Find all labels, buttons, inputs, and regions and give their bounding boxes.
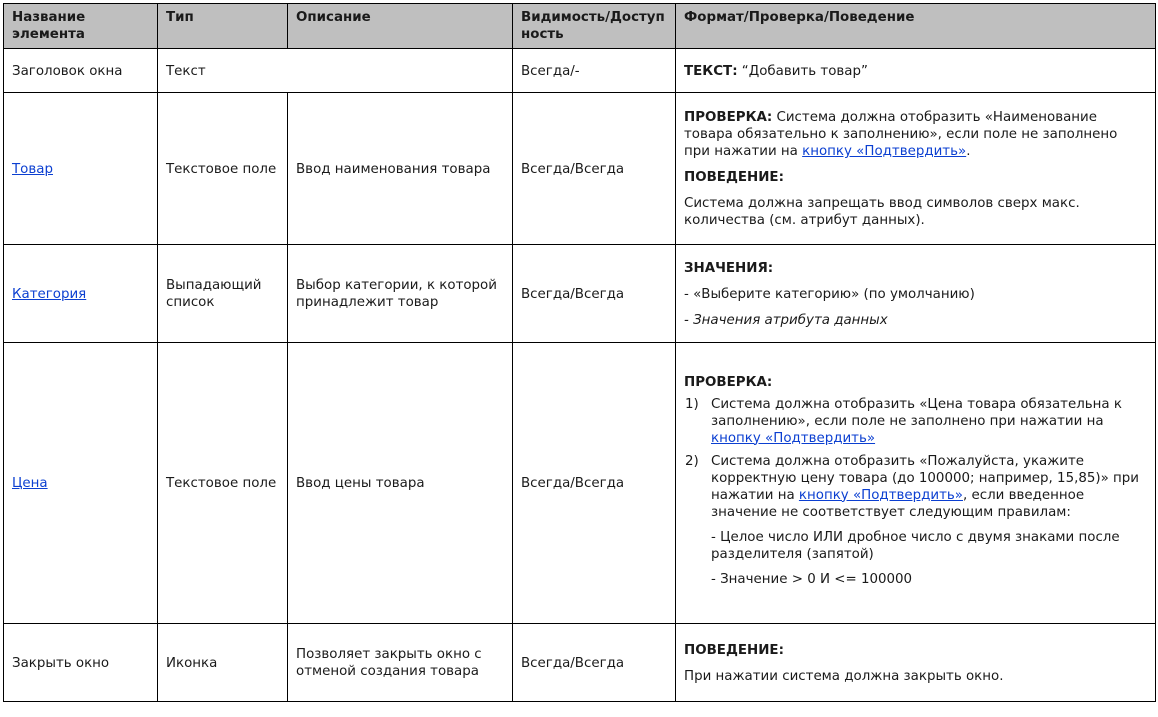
item-text-end: , если введенное значение не соответствует следующим правилам: [711, 487, 1085, 520]
cell-visibility: Всегда/Всегда [513, 93, 676, 245]
price-link[interactable]: Цена [12, 476, 48, 491]
header-visibility: Видимость/Доступность [513, 4, 676, 49]
cell-format [676, 624, 1156, 702]
cell-name [4, 343, 158, 624]
cell-description: Выбор категории, к которой принадлежит товар [288, 245, 513, 343]
category-link[interactable]: Категория [12, 286, 87, 302]
value-attribute: - Значения атрибута данных [684, 312, 888, 328]
cell-type: Выпадающий список [158, 245, 288, 343]
item-number: 2) [685, 453, 699, 469]
confirm-button-link[interactable]: кнопку «Подтвердить» [802, 144, 967, 159]
behavior-label: ПОВЕДЕНИЕ: [684, 170, 784, 185]
confirm-button-link[interactable]: кнопку «Подтвердить» [798, 487, 963, 503]
cell-format [676, 245, 1156, 343]
cell-description: Позволяет закрыть окно с отменой создания товара [288, 624, 513, 702]
cell-type: Текст [158, 49, 513, 93]
confirm-button-link[interactable]: кнопку «Подтвердить» [711, 430, 876, 446]
cell-format [676, 49, 1156, 93]
table-row [4, 343, 1156, 624]
check-label: ПРОВЕРКА: [684, 374, 773, 390]
value-default: - «Выберите категорию» (по умолчанию) [684, 286, 975, 302]
cell-name [4, 93, 158, 245]
text-label: ТЕКСТ: [684, 63, 738, 79]
cell-name: Закрыть окно [4, 624, 158, 702]
cell-format [676, 93, 1156, 245]
cell-format [676, 343, 1156, 624]
rule-format: - Целое число ИЛИ дробное число с двумя знаками после разделителя (запятой) [711, 529, 1120, 562]
header-type: Тип [158, 4, 288, 49]
behavior-text: При нажатии система должна закрыть окно. [684, 668, 1004, 684]
cell-visibility: Всегда/Всегда [513, 343, 676, 624]
text-value: “Добавить товар” [737, 63, 868, 79]
list-item [684, 453, 1147, 588]
check-end: . [966, 144, 971, 159]
spec-table [3, 3, 1156, 702]
rule-range: - Значение > 0 И <= 100000 [711, 571, 913, 587]
cell-type: Иконка [158, 624, 288, 702]
check-list [684, 396, 1147, 588]
behavior-label: ПОВЕДЕНИЕ: [684, 642, 784, 658]
cell-name: Заголовок окна [4, 49, 158, 93]
header-format: Формат/Проверка/Поведение [676, 4, 1156, 49]
check-label: ПРОВЕРКА: [684, 110, 773, 125]
item-text: Система должна отобразить «Цена товара обязательна к заполнению», если поле не заполнено при нажатии на [711, 396, 1122, 429]
cell-type: Текстовое поле [158, 93, 288, 245]
list-item [684, 396, 1147, 447]
values-label: ЗНАЧЕНИЯ: [684, 260, 774, 276]
item-text: Система должна отобразить «Пожалуйста, укажите корректную цену товара (до 100000; например, 15,85)» при нажатии на [711, 453, 1140, 503]
cell-visibility: Всегда/Всегда [513, 245, 676, 343]
header-description: Описание [288, 4, 513, 49]
item-number: 1) [685, 396, 699, 412]
cell-visibility: Всегда/Всегда [513, 624, 676, 702]
header-row [4, 4, 1156, 49]
product-link[interactable]: Товар [12, 161, 53, 177]
cell-type: Текстовое поле [158, 343, 288, 624]
table-row [4, 93, 1156, 245]
cell-name [4, 245, 158, 343]
header-name: Название элемента [4, 4, 158, 49]
cell-description: Ввод цены товара [288, 343, 513, 624]
cell-description: Ввод наименования товара [288, 93, 513, 245]
check-text: Система должна отобразить «Наименование товара обязательно к заполнению», если поле не заполнено при нажатии на [684, 110, 1118, 159]
cell-visibility: Всегда/- [513, 49, 676, 93]
table-row [4, 624, 1156, 702]
table-row [4, 245, 1156, 343]
behavior-text: Система должна запрещать ввод символов сверх макс. количества (см. атрибут данных). [684, 196, 1080, 228]
table-row [4, 49, 1156, 93]
check-paragraph [684, 109, 1147, 160]
